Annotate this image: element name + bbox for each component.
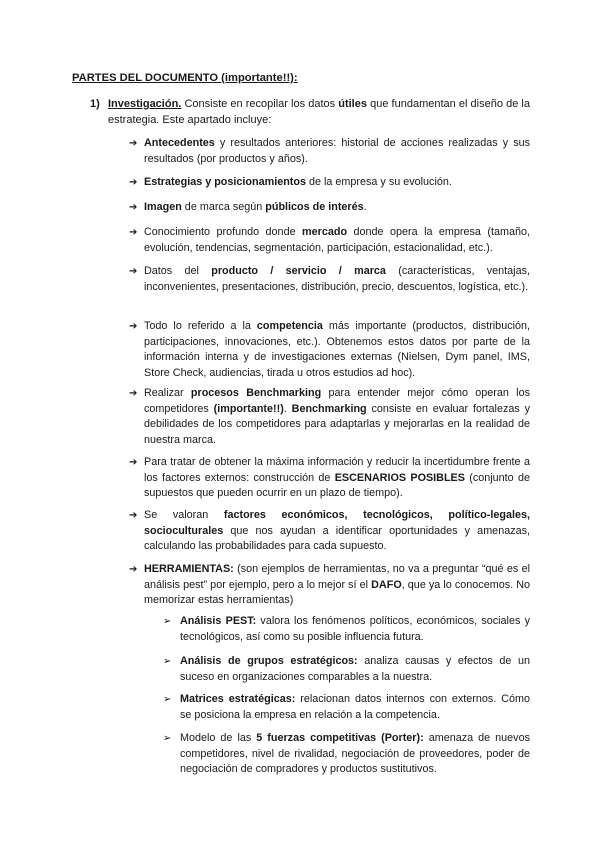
bold-run: útiles bbox=[338, 98, 367, 110]
sub-item-text bbox=[180, 654, 530, 685]
bold-run: Análisis PEST: bbox=[180, 615, 257, 627]
list-item-text bbox=[144, 175, 530, 191]
list-item-text bbox=[144, 455, 530, 502]
arrow-bullet-icon: ➔ bbox=[129, 177, 138, 188]
heading-main: PARTES DEL DOCUMENTO bbox=[72, 72, 219, 84]
text-run: relacionan datos internos con externos. Cómo se posiciona la empresa en relación a la competencia. bbox=[180, 693, 530, 721]
bold-run: Estrategias y posicionamientos bbox=[144, 176, 307, 188]
bold-run: Benchmarking bbox=[291, 402, 367, 415]
bold-run: (importante!!) bbox=[213, 402, 284, 415]
text-run: que nos ayudan a identificar oportunidades y amenazas, calculando las probabilidades para cada supuesto. bbox=[144, 524, 530, 553]
list-item-text bbox=[144, 136, 530, 167]
section-number: 1) bbox=[90, 98, 100, 110]
sub-item-text bbox=[180, 731, 530, 778]
text-run: (son ejemplos de herramientas, no va a preguntar “qué es el análisis pest” por ejemplo, pero a lo mejor sí el bbox=[144, 563, 530, 591]
text-run: Datos del bbox=[144, 265, 212, 277]
text-run: de la empresa y su evolución. bbox=[306, 176, 452, 188]
text-run: para entender mejor cómo operan los competidores bbox=[144, 387, 530, 415]
text-run: analiza causas y efectos de un suceso en organizaciones comparables a la nuestra. bbox=[180, 655, 530, 683]
arrow-bullet-icon: ➔ bbox=[129, 138, 138, 149]
sub-item-text bbox=[180, 692, 530, 723]
bold-run: Matrices estratégicas: bbox=[180, 693, 296, 705]
arrow-bullet-icon: ➔ bbox=[129, 266, 138, 277]
sub-arrow-bullet-icon: ➢ bbox=[163, 616, 172, 627]
text-run: Conocimiento profundo donde bbox=[144, 226, 303, 238]
text-run: Modelo de las bbox=[180, 732, 257, 744]
text-run: que fundamentan el diseño de la estrategia. Este apartado incluye: bbox=[108, 98, 530, 126]
text-run: Todo lo referido a la bbox=[144, 320, 257, 332]
sub-arrow-bullet-icon: ➢ bbox=[163, 656, 172, 667]
list-item-text bbox=[144, 508, 530, 555]
bold-run: producto / servicio / marca bbox=[211, 265, 386, 277]
text-run: de marca según bbox=[181, 201, 266, 213]
section-title: Investigación. bbox=[108, 98, 182, 110]
text-run: donde opera la empresa (tamaño, evolución, tendencias, segmentación, participación, estacionalidad, etc.). bbox=[144, 226, 531, 254]
list-item-text bbox=[144, 319, 530, 381]
bold-run: mercado bbox=[302, 226, 348, 238]
arrow-bullet-icon: ➔ bbox=[129, 227, 138, 238]
text-run: Para tratar de obtener la máxima información y reducir la incertidumbre frente a los factores externos: construcción de bbox=[144, 456, 530, 484]
arrow-bullet-icon: ➔ bbox=[129, 510, 138, 521]
list-item-text bbox=[144, 386, 530, 448]
section-text bbox=[108, 97, 530, 128]
list-item-text bbox=[144, 200, 530, 216]
arrow-bullet-icon: ➔ bbox=[129, 564, 138, 575]
bold-run: competencia bbox=[256, 320, 323, 332]
text-run: . bbox=[283, 402, 292, 415]
bold-run: Imagen bbox=[144, 201, 182, 213]
text-run: Realizar bbox=[144, 387, 191, 399]
bold-run: Antecedentes bbox=[144, 137, 215, 149]
list-item-text bbox=[144, 562, 530, 609]
text-run: amenaza de nuevos competidores, nivel de rivalidad, negociación de proveedores, poder de negociación de compradores y productos sustitutivos. bbox=[180, 732, 530, 776]
list-item-text bbox=[144, 264, 530, 295]
bold-run: 5 fuerzas competitivas (Porter): bbox=[256, 732, 424, 744]
text-run: (conjunto de supuestos que pueden ocurrir en un plazo de tiempo). bbox=[144, 471, 530, 500]
sub-arrow-bullet-icon: ➢ bbox=[163, 694, 172, 705]
list-item-text bbox=[144, 225, 530, 256]
arrow-bullet-icon: ➔ bbox=[129, 457, 138, 468]
bold-run: factores económicos, tecnológicos, político-legales, socioculturales bbox=[144, 509, 530, 537]
arrow-bullet-icon: ➔ bbox=[129, 321, 138, 332]
arrow-bullet-icon: ➔ bbox=[129, 202, 138, 213]
arrow-bullet-icon: ➔ bbox=[129, 388, 138, 399]
text-run: . bbox=[363, 201, 367, 213]
text-run: , que ya lo conocemos. No memorizar estas herramientas) bbox=[144, 578, 530, 607]
text-run: y resultados anteriores: historial de acciones realizadas y sus resultados (por productos y años). bbox=[144, 137, 530, 165]
bold-run: ESCENARIOS POSIBLES bbox=[334, 471, 465, 484]
text-run: (características, ventajas, inconvenientes, presentaciones, distribución, precio, descuentos, logística, etc.). bbox=[144, 265, 530, 293]
sub-arrow-bullet-icon: ➢ bbox=[163, 733, 172, 744]
sub-item-text bbox=[180, 614, 530, 645]
text-run: Se valoran bbox=[144, 509, 224, 521]
bold-run: procesos Benchmarking bbox=[190, 387, 322, 399]
text-run: Consiste en recopilar los datos bbox=[181, 98, 339, 110]
heading-extra: (importante!!): bbox=[218, 72, 298, 84]
bold-run: públicos de interés bbox=[265, 201, 364, 213]
bold-run: Análisis de grupos estratégicos: bbox=[180, 655, 358, 667]
bold-run: DAFO bbox=[371, 578, 402, 591]
text-run: consiste en evaluar fortalezas y debilidades de los competidores para adaptarlas y mejorarlas en la realidad de nuestra marca. bbox=[144, 402, 530, 446]
bold-run: HERRAMIENTAS: bbox=[144, 563, 234, 575]
page-heading bbox=[72, 72, 298, 84]
text-run: más importante (productos, distribución, participaciones, innovaciones, etc.). Obtenemos estos datos por parte de la información interna y de investigaciones externas (Nielsen, Dym panel, IMS, Store Check, audiencias, tirada u otros estudios ad hoc). bbox=[144, 320, 530, 379]
text-run: valora los fenómenos políticos, económicos, sociales y tecnológicos, así como su posible influencia futura. bbox=[180, 615, 530, 643]
